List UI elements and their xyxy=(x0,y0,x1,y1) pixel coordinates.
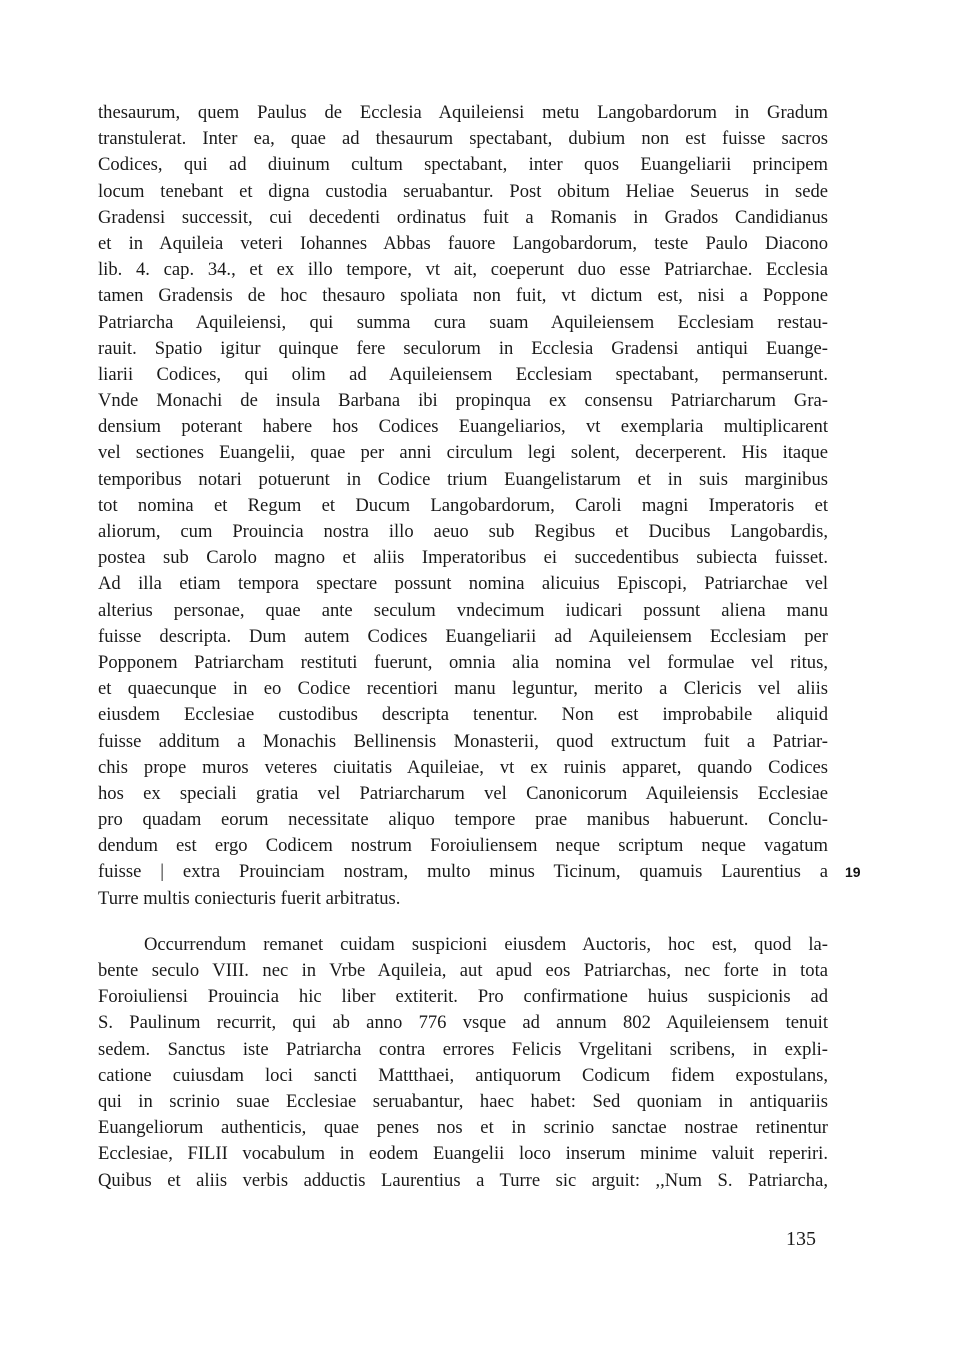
paragraph1-line: et quaecunque in eo Codice recentiori manu leguntur, merito a Clericis vel aliis xyxy=(98,678,828,700)
paragraph1-line: postea sub Carolo magno et aliis Imperatoribus ei succedentibus subiecta fuisset. xyxy=(98,547,828,569)
paragraph1-line: tot nomina et Regum et Ducum Langobardorum, Caroli magni Imperatoris et xyxy=(98,494,828,516)
page-body xyxy=(98,100,828,1194)
paragraph2-line: Quibus et aliis verbis adductis Laurentius a Turre sic arguit: ,,Num S. Patriarcha, xyxy=(98,1169,828,1191)
paragraph1-line: eiusdem Ecclesiae custodibus descripta tenentur. Non est improbabile aliquid xyxy=(98,704,828,726)
margin-number: 19 xyxy=(845,864,861,880)
paragraph2-line: Foroiuliensi Prouincia hic liber extiterit. Pro confirmatione huius suspicionis ad xyxy=(98,986,828,1008)
paragraph-gap xyxy=(98,912,828,932)
paragraph1-line: Gradensi successit, cui decedenti ordinatus fuit a Romanis in Grados Candidianus xyxy=(98,206,828,228)
paragraph1-line: tamen Gradensis de hoc thesauro spoliata non fuit, vt dictum est, nisi a Poppone xyxy=(98,285,828,307)
paragraph1-line: Popponem Patriarcham restituti fuerunt, omnia alia nomina vel formulae vel ritus, xyxy=(98,651,828,673)
paragraph2-line: catione cuiusdam loci sancti Mattthaei, antiquorum Codicum fidem expostulans, xyxy=(98,1064,828,1086)
paragraph1-line: locum tenebant et digna custodia seruabantur. Post obitum Heliae Seuerus in sede xyxy=(98,180,828,202)
paragraph2-line: qui in scrinio suae Ecclesiae seruabantur, haec habet: Sed quoniam in antiquariis xyxy=(98,1090,828,1112)
paragraph-1 xyxy=(98,100,828,912)
paragraph1-line: Turre multis coniecturis fuerit arbitratus. xyxy=(98,887,401,909)
paragraph1-line: et in Aquileia veteri Iohannes Abbas fauore Langobardorum, teste Paulo Diacono xyxy=(98,232,828,254)
paragraph1-line: Patriarcha Aquileiensi, qui summa cura suam Aquileiensem Ecclesiam restau- xyxy=(98,311,828,333)
paragraph1-line: Ad illa etiam tempora spectare possunt nomina alicuius Episcopi, Patriarchae vel xyxy=(98,573,828,595)
paragraph1-line: temporibus notari potuerunt in Codice trium Euangelistarum et in suis marginibus xyxy=(98,468,828,490)
paragraph1-line: transtulerat. Inter ea, quae ad thesaurum spectabant, dubium non est fuisse sacros xyxy=(98,128,828,150)
paragraph1-line: Codices, qui ad diuinum cultum spectabant, inter quos Euangeliarii principem xyxy=(98,154,828,176)
paragraph1-line: rauit. Spatio igitur quinque fere seculorum in Ecclesia Gradensi antiqui Euange- xyxy=(98,337,828,359)
paragraph1-line: Vnde Monachi de insula Barbana ibi propinqua ex consensu Patriarcharum Gra- xyxy=(98,390,828,412)
paragraph1-line: thesaurum, quem Paulus de Ecclesia Aquileiensi metu Langobardorum in Gradum xyxy=(98,102,828,123)
paragraph1-line: densium poterant habere hos Codices Euangeliarios, vt exemplaria multiplicarent xyxy=(98,416,828,438)
paragraph2-line: Euangeliorum authenticis, quae penes nos et in scrinio sanctae nostrae retinentur xyxy=(98,1117,828,1139)
paragraph1-line: pro quadam eorum necessitate aliquo tempore prae manibus habuerunt. Conclu- xyxy=(98,809,828,831)
paragraph1-line: alterius personae, quae ante seculum vndecimum iudicari possunt aliena manu xyxy=(98,599,828,621)
paragraph1-line: hos ex speciali gratia vel Patriarcharum vel Canonicorum Aquileiensis Ecclesiae xyxy=(98,782,828,804)
page-number: 135 xyxy=(786,1228,816,1250)
paragraph2-line: bente seculo VIII. nec in Vrbe Aquileia, aut apud eos Patriarchas, nec forte in tota xyxy=(98,960,828,981)
paragraph1-line: fuisse descripta. Dum autem Codices Euangeliarii ad Aquileiensem Ecclesiam per xyxy=(98,625,828,647)
paragraph1-line: lib. 4. cap. 34., et ex illo tempore, vt ait, coeperunt duo esse Patriarchae. Ecclesia xyxy=(98,259,828,281)
paragraph1-line: vel sectiones Euangelii, quae per anni circulum legi solent, decerperent. His itaque xyxy=(98,442,828,464)
paragraph1-line: fuisse additum a Monachis Bellinensis Monasterii, quod extructum fuit a Patriar- xyxy=(98,730,828,752)
paragraph2-line: S. Paulinum recurrit, qui ab anno 776 vsque ad annum 802 Aquileiensem tenuit xyxy=(98,1012,828,1034)
paragraph2-line: Ecclesiae, FILII vocabulum in eodem Euangelii loco inserum minime valuit reperiri. xyxy=(98,1143,828,1165)
paragraph1-line: chis prope muros veteres ciuitatis Aquileiae, vt ex ruinis apparet, quando Codices xyxy=(98,756,828,778)
paragraph1-line: dendum est ergo Codicem nostrum Foroiuliensem neque scriptum neque vagatum xyxy=(98,835,828,857)
paragraph-2 xyxy=(98,932,828,1194)
paragraph1-line: aliorum, cum Prouincia nostra illo aeuo sub Regibus et Ducibus Langobardis, xyxy=(98,521,828,542)
paragraph1-line: fuisse | extra Prouinciam nostram, multo minus Ticinum, quamuis Laurentius a xyxy=(98,861,828,883)
paragraph2-line: sedem. Sanctus iste Patriarcha contra errores Felicis Vrgelitani scribens, in expli- xyxy=(98,1038,828,1060)
paragraph1-line: liarii Codices, qui olim ad Aquileiensem Ecclesiam spectabant, permanserunt. xyxy=(98,363,828,385)
paragraph2-line: Occurrendum remanet cuidam suspicioni eiusdem Auctoris, hoc est, quod la- xyxy=(144,933,828,955)
